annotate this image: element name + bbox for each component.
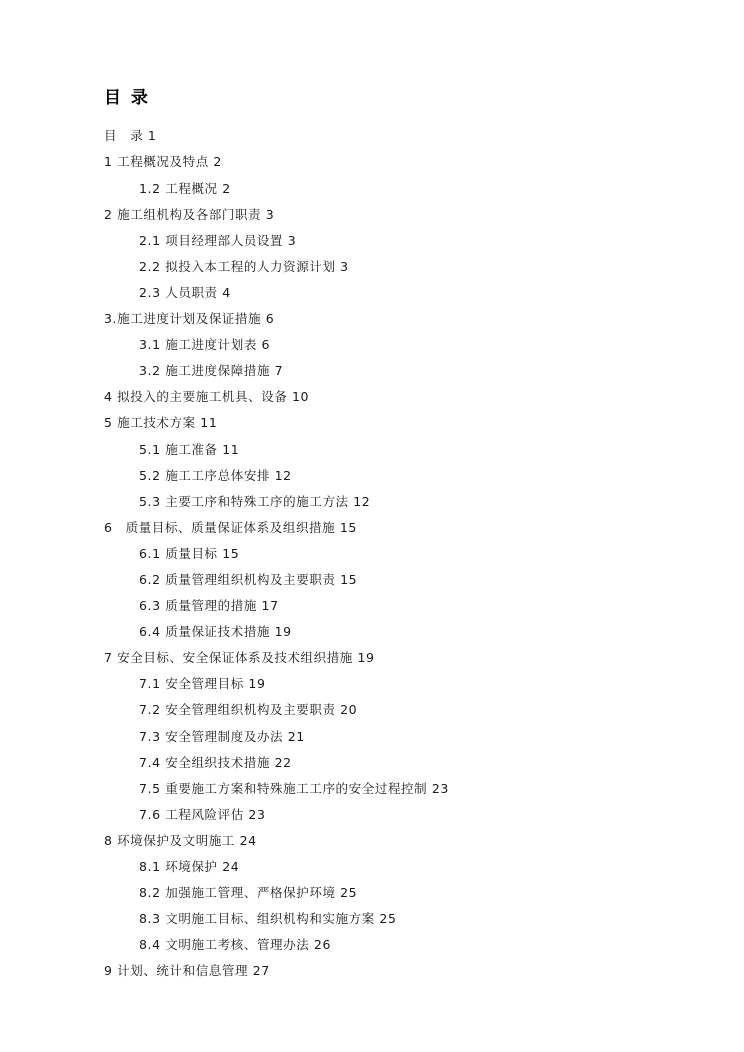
toc-entry-label: 7.5 重要施工方案和特殊施工工序的安全过程控制 23	[139, 780, 449, 796]
toc-entry[interactable]	[104, 130, 648, 143]
toc-entry-label: 3.1 施工进度计划表 6	[139, 337, 271, 353]
toc-entry-label: 8.1 环境保护 24	[139, 859, 240, 875]
toc-entry-label: 目 录 1	[104, 128, 157, 144]
toc-entry-label: 1.2 工程概况 2	[139, 180, 231, 196]
toc-entry-label: 8 环境保护及文明施工 24	[104, 832, 257, 848]
toc-entry-label: 7 安全目标、安全保证体系及技术组织措施 19	[104, 650, 375, 666]
toc-entry[interactable]	[104, 156, 648, 169]
toc-entry[interactable]	[104, 467, 648, 483]
toc-entry[interactable]	[104, 780, 648, 796]
toc-entry-label: 2.2 拟投入本工程的人力资源计划 3	[139, 258, 349, 274]
toc-entry-label: 3.施工进度计划及保证措施 6	[104, 311, 275, 327]
toc-entry[interactable]	[104, 728, 648, 744]
toc-entry-label: 2.3 人员职责 4	[139, 284, 231, 300]
toc-entry[interactable]	[104, 965, 648, 978]
toc-entry[interactable]	[104, 206, 648, 222]
toc-entry-label: 2 施工组机构及各部门职责 3	[104, 206, 275, 222]
toc-entry[interactable]	[104, 861, 648, 874]
toc-entry[interactable]	[104, 391, 648, 404]
toc-entry[interactable]	[104, 258, 648, 274]
toc-entry[interactable]	[104, 754, 648, 770]
toc-entry[interactable]	[104, 600, 648, 613]
toc-entry-label: 6 质量目标、质量保证体系及组织措施 15	[104, 519, 357, 535]
toc-entry[interactable]	[104, 313, 648, 326]
toc-entry-label: 8.3 文明施工目标、组织机构和实施方案 25	[139, 911, 397, 927]
toc-entry-label: 3.2 施工进度保障措施 7	[139, 363, 284, 379]
toc-entry[interactable]	[104, 493, 648, 509]
toc-entry[interactable]	[104, 284, 648, 300]
toc-entry[interactable]	[104, 365, 648, 378]
toc-entry-label: 7.3 安全管理制度及办法 21	[139, 728, 305, 744]
toc-entry-label: 1 工程概况及特点 2	[104, 154, 222, 170]
toc-entry[interactable]	[104, 832, 648, 848]
toc-entry[interactable]	[104, 441, 648, 457]
toc-entry-label: 2.1 项目经理部人员设置 3	[139, 232, 297, 248]
table-of-contents	[104, 130, 648, 978]
toc-entry-label: 5 施工技术方案 11	[104, 415, 218, 431]
page-title: 目 录	[104, 88, 150, 108]
toc-entry[interactable]	[104, 519, 648, 535]
toc-entry[interactable]	[104, 339, 648, 352]
toc-entry[interactable]	[104, 626, 648, 639]
toc-entry-label: 4 拟投入的主要施工机具、设备 10	[104, 389, 310, 405]
toc-entry-label: 7.2 安全管理组织机构及主要职责 20	[139, 702, 358, 718]
toc-entry[interactable]	[104, 678, 648, 691]
toc-entry-label: 7.1 安全管理目标 19	[139, 676, 266, 692]
toc-entry-label: 6.2 质量管理组织机构及主要职责 15	[139, 571, 358, 587]
toc-entry-label: 6.1 质量目标 15	[139, 545, 240, 561]
toc-entry-label: 6.4 质量保证技术措施 19	[139, 624, 292, 640]
toc-entry-label: 8.2 加强施工管理、严格保护环境 25	[139, 885, 358, 901]
toc-entry-label: 7.6 工程风险评估 23	[139, 806, 266, 822]
toc-entry[interactable]	[104, 417, 648, 430]
toc-entry-label: 5.1 施工准备 11	[139, 441, 240, 457]
toc-entry-label: 6.3 质量管理的措施 17	[139, 598, 279, 614]
toc-entry[interactable]	[104, 545, 648, 561]
toc-entry[interactable]	[104, 232, 648, 248]
toc-entry-label: 8.4 文明施工考核、管理办法 26	[139, 937, 332, 953]
toc-entry[interactable]	[104, 913, 648, 926]
toc-entry[interactable]	[104, 571, 648, 587]
toc-entry-label: 9 计划、统计和信息管理 27	[104, 963, 270, 979]
toc-entry[interactable]	[104, 180, 648, 196]
toc-entry-label: 7.4 安全组织技术措施 22	[139, 754, 292, 770]
toc-entry-label: 5.3 主要工序和特殊工序的施工方法 12	[139, 493, 371, 509]
toc-entry[interactable]	[104, 652, 648, 665]
toc-entry-label: 5.2 施工工序总体安排 12	[139, 467, 292, 483]
toc-entry[interactable]	[104, 887, 648, 900]
toc-entry[interactable]	[104, 704, 648, 717]
toc-entry[interactable]	[104, 806, 648, 822]
toc-entry[interactable]	[104, 939, 648, 952]
